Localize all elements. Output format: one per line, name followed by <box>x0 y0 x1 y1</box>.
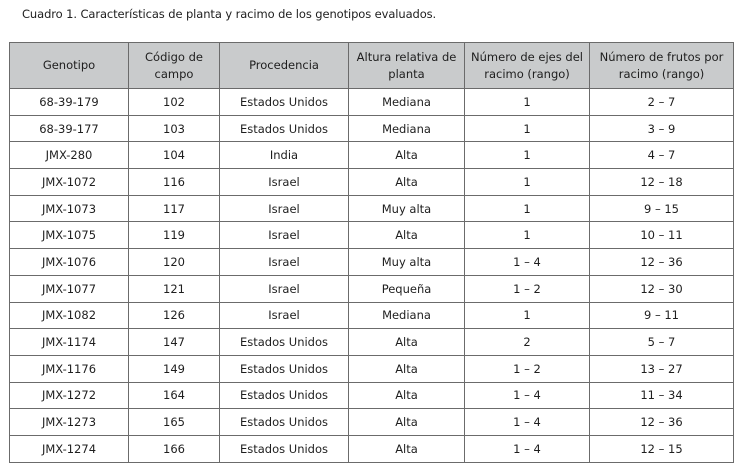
cell-genotipo: JMX-1176 <box>10 355 129 382</box>
cell-altura-relativa: Alta <box>349 435 465 462</box>
cell-codigo-de-campo: 126 <box>129 302 220 329</box>
cell-procedencia: Israel <box>220 169 349 196</box>
header-numero-de-frutos: Número de frutos por racimo (rango) <box>590 43 734 89</box>
cell-codigo-de-campo: 121 <box>129 275 220 302</box>
header-procedencia: Procedencia <box>220 43 349 89</box>
cell-codigo-de-campo: 164 <box>129 382 220 409</box>
cell-altura-relativa: Alta <box>349 222 465 249</box>
cell-codigo-de-campo: 103 <box>129 115 220 142</box>
cell-numero-de-frutos: 12 – 36 <box>590 249 734 276</box>
cell-numero-de-ejes: 1 – 4 <box>465 409 590 436</box>
table-row <box>10 89 734 116</box>
genotype-table <box>9 42 734 463</box>
cell-procedencia: Israel <box>220 195 349 222</box>
table-row <box>10 222 734 249</box>
table-row <box>10 329 734 356</box>
cell-procedencia: India <box>220 142 349 169</box>
header-altura-relativa: Altura relativa de planta <box>349 43 465 89</box>
table-row <box>10 355 734 382</box>
table-row <box>10 409 734 436</box>
cell-procedencia: Israel <box>220 302 349 329</box>
cell-codigo-de-campo: 165 <box>129 409 220 436</box>
cell-procedencia: Israel <box>220 222 349 249</box>
table-body <box>10 89 734 463</box>
cell-codigo-de-campo: 149 <box>129 355 220 382</box>
cell-procedencia: Estados Unidos <box>220 409 349 436</box>
cell-altura-relativa: Alta <box>349 169 465 196</box>
cell-genotipo: JMX-1076 <box>10 249 129 276</box>
cell-numero-de-ejes: 1 <box>465 89 590 116</box>
cell-procedencia: Estados Unidos <box>220 435 349 462</box>
cell-genotipo: JMX-1274 <box>10 435 129 462</box>
cell-numero-de-frutos: 12 – 18 <box>590 169 734 196</box>
cell-procedencia: Estados Unidos <box>220 382 349 409</box>
cell-genotipo: JMX-1082 <box>10 302 129 329</box>
cell-numero-de-frutos: 2 – 7 <box>590 89 734 116</box>
cell-numero-de-ejes: 1 <box>465 222 590 249</box>
cell-numero-de-frutos: 12 – 15 <box>590 435 734 462</box>
cell-codigo-de-campo: 116 <box>129 169 220 196</box>
cell-numero-de-ejes: 1 – 4 <box>465 382 590 409</box>
cell-numero-de-ejes: 1 <box>465 302 590 329</box>
cell-altura-relativa: Muy alta <box>349 195 465 222</box>
table-caption: Cuadro 1. Características de planta y racimo de los genotipos evaluados. <box>22 7 437 21</box>
cell-altura-relativa: Alta <box>349 355 465 382</box>
table-row <box>10 275 734 302</box>
cell-numero-de-frutos: 13 – 27 <box>590 355 734 382</box>
cell-genotipo: JMX-1273 <box>10 409 129 436</box>
header-genotipo: Genotipo <box>10 43 129 89</box>
cell-procedencia: Israel <box>220 249 349 276</box>
cell-altura-relativa: Muy alta <box>349 249 465 276</box>
cell-numero-de-frutos: 3 – 9 <box>590 115 734 142</box>
cell-procedencia: Estados Unidos <box>220 329 349 356</box>
table-row <box>10 195 734 222</box>
cell-numero-de-frutos: 12 – 30 <box>590 275 734 302</box>
cell-numero-de-ejes: 1 – 4 <box>465 435 590 462</box>
cell-codigo-de-campo: 102 <box>129 89 220 116</box>
header-codigo-de-campo: Código de campo <box>129 43 220 89</box>
cell-genotipo: JMX-1077 <box>10 275 129 302</box>
cell-numero-de-frutos: 9 – 11 <box>590 302 734 329</box>
cell-codigo-de-campo: 104 <box>129 142 220 169</box>
cell-numero-de-ejes: 1 <box>465 115 590 142</box>
cell-genotipo: JMX-280 <box>10 142 129 169</box>
cell-genotipo: JMX-1073 <box>10 195 129 222</box>
cell-numero-de-ejes: 1 – 2 <box>465 275 590 302</box>
cell-genotipo: JMX-1075 <box>10 222 129 249</box>
cell-numero-de-ejes: 1 – 4 <box>465 249 590 276</box>
cell-numero-de-ejes: 1 <box>465 195 590 222</box>
cell-codigo-de-campo: 119 <box>129 222 220 249</box>
cell-altura-relativa: Alta <box>349 409 465 436</box>
table-header-row <box>10 43 734 89</box>
cell-genotipo: JMX-1272 <box>10 382 129 409</box>
cell-altura-relativa: Mediana <box>349 115 465 142</box>
cell-procedencia: Estados Unidos <box>220 355 349 382</box>
cell-numero-de-frutos: 11 – 34 <box>590 382 734 409</box>
table-row <box>10 142 734 169</box>
cell-procedencia: Israel <box>220 275 349 302</box>
cell-numero-de-frutos: 9 – 15 <box>590 195 734 222</box>
table-row <box>10 169 734 196</box>
cell-genotipo: JMX-1174 <box>10 329 129 356</box>
table-row <box>10 115 734 142</box>
header-numero-de-ejes: Número de ejes del racimo (rango) <box>465 43 590 89</box>
cell-codigo-de-campo: 117 <box>129 195 220 222</box>
cell-codigo-de-campo: 120 <box>129 249 220 276</box>
cell-altura-relativa: Alta <box>349 382 465 409</box>
cell-numero-de-ejes: 1 <box>465 169 590 196</box>
cell-numero-de-ejes: 2 <box>465 329 590 356</box>
table-row <box>10 302 734 329</box>
cell-procedencia: Estados Unidos <box>220 89 349 116</box>
cell-numero-de-frutos: 10 – 11 <box>590 222 734 249</box>
cell-codigo-de-campo: 147 <box>129 329 220 356</box>
cell-altura-relativa: Alta <box>349 329 465 356</box>
cell-procedencia: Estados Unidos <box>220 115 349 142</box>
cell-numero-de-frutos: 4 – 7 <box>590 142 734 169</box>
cell-altura-relativa: Pequeña <box>349 275 465 302</box>
cell-numero-de-frutos: 5 – 7 <box>590 329 734 356</box>
cell-numero-de-ejes: 1 <box>465 142 590 169</box>
cell-numero-de-frutos: 12 – 36 <box>590 409 734 436</box>
table-row <box>10 435 734 462</box>
cell-altura-relativa: Mediana <box>349 302 465 329</box>
table-row <box>10 382 734 409</box>
cell-genotipo: JMX-1072 <box>10 169 129 196</box>
table-row <box>10 249 734 276</box>
cell-codigo-de-campo: 166 <box>129 435 220 462</box>
cell-altura-relativa: Alta <box>349 142 465 169</box>
cell-numero-de-ejes: 1 – 2 <box>465 355 590 382</box>
cell-altura-relativa: Mediana <box>349 89 465 116</box>
cell-genotipo: 68-39-179 <box>10 89 129 116</box>
cell-genotipo: 68-39-177 <box>10 115 129 142</box>
